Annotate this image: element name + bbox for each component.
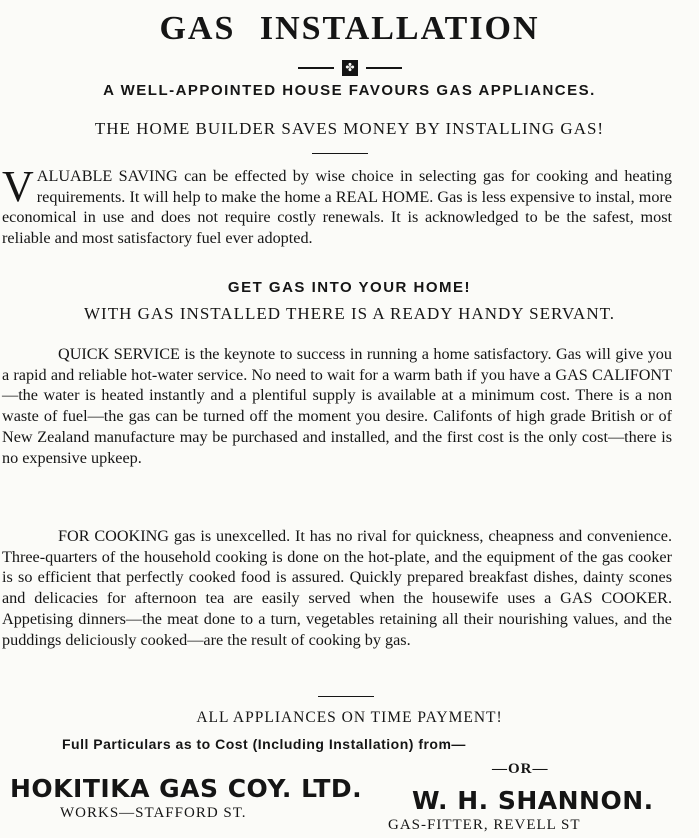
intro-text: ALUABLE SAVING can be effected by wise choice in selecting gas for cooking and heating requirements. It will help to make the home a REAL HOME. Gas is less expensive to instal, more economical in use and does not require costly renewals. It is acknowledged to be the safest, most reliable and most satisfactory fuel ever adopted.: [2, 167, 672, 248]
ornament-icon: ✤: [342, 60, 358, 76]
fitter-address: GAS-FITTER, REVELL ST: [388, 817, 581, 833]
quick-service-paragraph: QUICK SERVICE is the keynote to success in running a home satisfactory. Gas will give you a rapid and reliable hot-water service. No need to wait for a warm bath if you have a GAS CALIFONT—the water is heated instantly and a plentiful supply is available at a minimum cost. There is a non waste of fuel—the gas can be turned off the moment you desire. Califonts of high grade British or of New Zealand manufacture may be purchased and installed, and the first cost is the only cost—there is no expensive upkeep.: [2, 345, 672, 467]
tagline: A WELL-APPOINTED HOUSE FAVOURS GAS APPLIANCES.: [103, 82, 596, 99]
company-name: HOKITIKA GAS COY. LTD.: [10, 774, 363, 803]
payment-heading: ALL APPLIANCES ON TIME PAYMENT!: [196, 709, 503, 726]
fitter-name: W. H. SHANNON.: [412, 786, 654, 815]
intro-paragraph: [2, 162, 672, 249]
call-to-action: GET GAS INTO YOUR HOME!: [227, 279, 472, 296]
ad-title: GAS INSTALLATION: [159, 10, 540, 47]
headline: THE HOME BUILDER SAVES MONEY BY INSTALLING GAS!: [94, 119, 605, 138]
servant-heading: WITH GAS INSTALLED THERE IS A READY HANDY SERVANT.: [84, 304, 615, 323]
particulars-line: Full Particulars as to Cost (Including Installation) from—: [62, 736, 466, 752]
drop-cap: V: [2, 162, 34, 211]
divider-rule: [318, 696, 374, 697]
divider-rule: [312, 153, 368, 154]
company-address: WORKS—STAFFORD ST.: [60, 805, 247, 821]
ornament-rule-left: [298, 67, 334, 69]
title-ornament: [298, 60, 402, 76]
cooking-paragraph: FOR COOKING gas is unexcelled. It has no rival for quickness, cheapness and convenience. Three-quarters of the household cooking is done on the hot-plate, and the equipment of the gas cooker is so efficient that perfectly cooked food is assured. Quickly prepared breakfast dishes, dainty scones and delicacies for afternoon tea are easily served when the housewife uses a GAS COOKER. Appetising dinners—the meat done to a turn, vegetables retaining all their nourishing values, and the puddings deliciously cooked—are the result of cooking by gas.: [2, 527, 672, 649]
ornament-rule-right: [366, 67, 402, 69]
or-separator: —OR—: [492, 761, 549, 777]
